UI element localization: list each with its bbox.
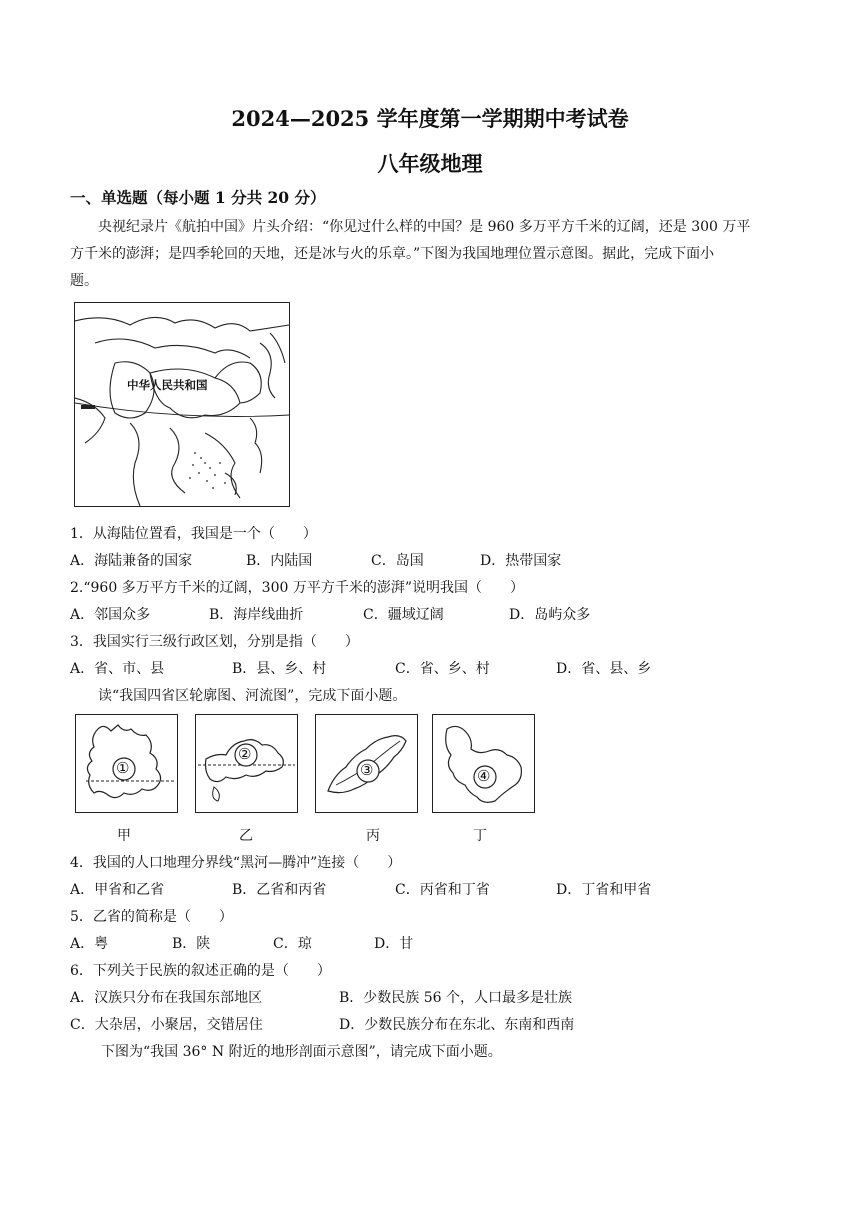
q3-option-c[interactable]: C．省、乡、村	[395, 661, 490, 677]
map-drawing	[75, 303, 289, 506]
province-outline-2	[195, 714, 298, 813]
intro-line-2: 方千米的澎湃；是四季轮回的天地，还是冰与火的乐章。”下图为我国地理位置示意图。据此，完成下面小	[70, 246, 715, 262]
q6-option-d[interactable]: D．少数民族分布在东北、东南和西南	[339, 1017, 575, 1033]
q5-option-c[interactable]: C．琼	[273, 936, 312, 952]
section-heading: 一、单选题（每小题 1 分共 20 分）	[70, 188, 326, 207]
q2-option-a[interactable]: A．邻国众多	[70, 607, 151, 623]
q5-option-a[interactable]: A．粤	[70, 936, 109, 952]
province-label-2: 乙	[239, 828, 253, 844]
q4-option-d[interactable]: D．丁省和甲省	[556, 882, 652, 898]
exam-subtitle: 八年级地理	[377, 151, 483, 176]
q6-option-b[interactable]: B．少数民族 56 个，人口最多是壮族	[339, 990, 573, 1006]
q3-stem: 3．我国实行三级行政区划，分别是指（ ）	[70, 634, 359, 650]
q6-option-c[interactable]: C．大杂居，小聚居，交错居住	[70, 1017, 263, 1033]
q2-stem: 2.“960 多万平方千米的辽阔，300 万平方千米的澎湃”说明我国（ ）	[70, 580, 525, 596]
q5-option-d[interactable]: D．甘	[374, 936, 414, 952]
intro-line-3: 题。	[70, 273, 98, 289]
q2-option-c[interactable]: C．疆域辽阔	[363, 607, 444, 623]
province-label-1: 甲	[117, 828, 131, 844]
q3-option-a[interactable]: A．省、市、县	[70, 661, 165, 677]
province-outline-1	[75, 714, 178, 813]
exam-title: 2024—2025 学年度第一学期期中考试卷	[231, 106, 629, 131]
province-number-4: ④	[477, 767, 491, 785]
q2-option-d[interactable]: D．岛屿众多	[509, 607, 591, 623]
q5-stem: 5．乙省的简称是（ ）	[70, 909, 233, 925]
province-label-3: 丙	[366, 828, 380, 844]
province-label-4: 丁	[473, 828, 487, 844]
intro-2: 读“我国四省区轮廓图、河流图”，完成下面小题。	[98, 688, 407, 704]
intro-3: 下图为“我国 36° N 附近的地形剖面示意图”，请完成下面小题。	[101, 1044, 502, 1060]
province-number-2: ②	[238, 745, 252, 763]
q4-option-b[interactable]: B．乙省和丙省	[232, 882, 327, 898]
q3-option-b[interactable]: B．县、乡、村	[232, 661, 327, 677]
province-number-3: ③	[360, 761, 374, 779]
province-outline-3	[315, 714, 418, 813]
q6-option-a[interactable]: A．汉族只分布在我国东部地区	[70, 990, 263, 1006]
q5-option-b[interactable]: B．陕	[172, 936, 211, 952]
q4-option-a[interactable]: A．甲省和乙省	[70, 882, 165, 898]
q1-option-c[interactable]: C．岛国	[371, 553, 424, 569]
intro-line-1: 央视纪录片《航拍中国》片头介绍：“你见过什么样的中国？是 960 多万平方千米的辽阔，还是 300 万平	[98, 219, 751, 235]
q1-option-d[interactable]: D．热带国家	[480, 553, 562, 569]
province-outline-4	[432, 714, 535, 813]
china-location-map	[74, 302, 290, 507]
province-number-1: ①	[116, 759, 130, 777]
q1-option-b[interactable]: B．内陆国	[246, 553, 313, 569]
q4-option-c[interactable]: C．丙省和丁省	[395, 882, 490, 898]
q1-stem: 1．从海陆位置看，我国是一个（ ）	[70, 526, 317, 542]
q3-option-d[interactable]: D．省、县、乡	[556, 661, 652, 677]
q6-stem: 6．下列关于民族的叙述正确的是（ ）	[70, 963, 331, 979]
map-country-label: 中华人民共和国	[127, 378, 208, 392]
q4-stem: 4．我国的人口地理分界线“黑河—腾冲”连接（ ）	[70, 855, 402, 871]
q1-option-a[interactable]: A．海陆兼备的国家	[70, 553, 193, 569]
q2-option-b[interactable]: B．海岸线曲折	[209, 607, 304, 623]
